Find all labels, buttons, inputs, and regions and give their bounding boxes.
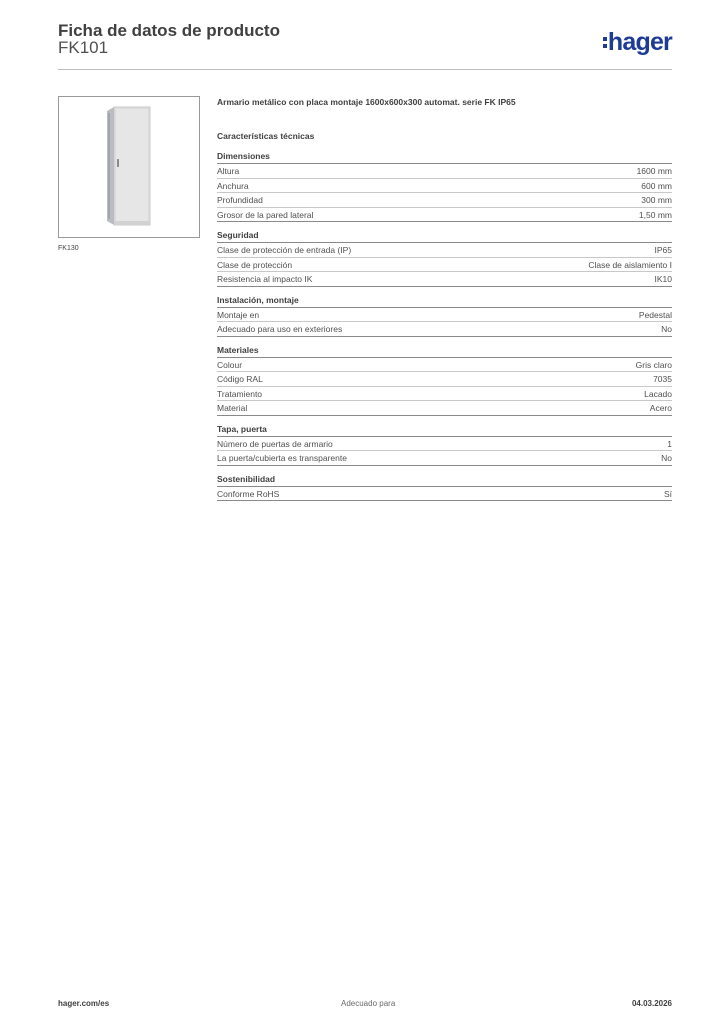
spec-row <box>217 164 672 179</box>
spec-label: Altura <box>217 166 240 176</box>
spec-row <box>217 387 672 402</box>
section-instalacion <box>217 294 672 337</box>
image-caption: FK130 <box>58 245 79 252</box>
product-title: Armario metálico con placa montaje 1600x600x300 automat. serie FK IP65 <box>217 97 516 107</box>
spec-row <box>217 179 672 194</box>
spec-value: 600 mm <box>641 180 672 191</box>
spec-label: Grosor de la pared lateral <box>217 209 314 220</box>
specifications <box>217 96 672 508</box>
spec-value: Gris claro <box>635 359 672 370</box>
spec-label: Profundidad <box>217 195 263 205</box>
spec-value: Sí <box>663 488 672 499</box>
spec-value: 1 <box>667 438 672 449</box>
spec-label: Clase de protección de entrada (IP) <box>217 245 352 255</box>
spec-row <box>217 372 672 387</box>
section-tapa-puerta <box>217 423 672 466</box>
spec-value: Acero <box>649 403 672 413</box>
spec-value: No <box>661 324 672 334</box>
section-sostenibilidad <box>217 473 672 502</box>
section-title: Seguridad <box>217 229 672 243</box>
spec-label: Anchura <box>217 180 249 191</box>
spec-value: Lacado <box>644 388 672 399</box>
spec-label: Colour <box>217 359 243 370</box>
spec-row <box>217 322 672 337</box>
spec-row <box>217 358 672 373</box>
spec-row <box>217 451 672 466</box>
hager-logo <box>603 28 672 56</box>
spec-value: IK10 <box>654 274 672 284</box>
characteristics-title: Características técnicas <box>217 131 315 141</box>
section-title: Sostenibilidad <box>217 473 672 487</box>
spec-value: IP65 <box>654 245 672 255</box>
spec-row <box>217 437 672 452</box>
section-seguridad <box>217 229 672 287</box>
spec-value: 1600 mm <box>636 166 672 176</box>
spec-label: Material <box>217 403 248 413</box>
logo-wordmark: hager <box>607 27 672 56</box>
footer-website: hager.com/es <box>58 999 110 1008</box>
spec-label: Conforme RoHS <box>217 488 280 499</box>
spec-label: La puerta/cubierta es transparente <box>217 453 347 463</box>
spec-label: Clase de protección <box>217 259 293 270</box>
spec-value: 7035 <box>653 374 672 384</box>
cabinet-image <box>59 97 199 237</box>
spec-row <box>217 243 672 258</box>
spec-label: Código RAL <box>217 374 263 384</box>
spec-label: Montaje en <box>217 309 260 320</box>
spec-value: 300 mm <box>641 195 672 205</box>
section-materiales <box>217 344 672 416</box>
spec-value: Clase de aislamiento I <box>588 259 672 270</box>
header-divider <box>58 69 672 70</box>
section-title: Materiales <box>217 344 672 358</box>
spec-row <box>217 272 672 287</box>
spec-row <box>217 193 672 208</box>
section-title: Dimensiones <box>217 150 672 164</box>
spec-row <box>217 258 672 273</box>
spec-row <box>217 208 672 223</box>
spec-value: Pedestal <box>638 309 672 320</box>
spec-label: Resistencia al impacto IK <box>217 274 313 284</box>
section-title: Instalación, montaje <box>217 294 672 308</box>
spec-label: Número de puertas de armario <box>217 438 333 449</box>
spec-row <box>217 487 672 502</box>
spec-label: Adecuado para uso en exteriores <box>217 324 343 334</box>
spec-row <box>217 308 672 323</box>
page-title: Ficha de datos de producto <box>58 21 280 40</box>
spec-row <box>217 401 672 416</box>
spec-label: Tratamiento <box>217 388 263 399</box>
footer-center-text: Adecuado para <box>341 999 396 1008</box>
spec-value: 1,50 mm <box>638 209 672 220</box>
section-title: Tapa, puerta <box>217 423 672 437</box>
section-dimensiones <box>217 150 672 222</box>
logo-dots-icon <box>603 37 607 48</box>
footer-date: 04.03.2026 <box>631 999 672 1008</box>
product-image-frame <box>58 96 200 238</box>
product-code: FK101 <box>58 38 109 57</box>
spec-value: No <box>661 453 672 463</box>
